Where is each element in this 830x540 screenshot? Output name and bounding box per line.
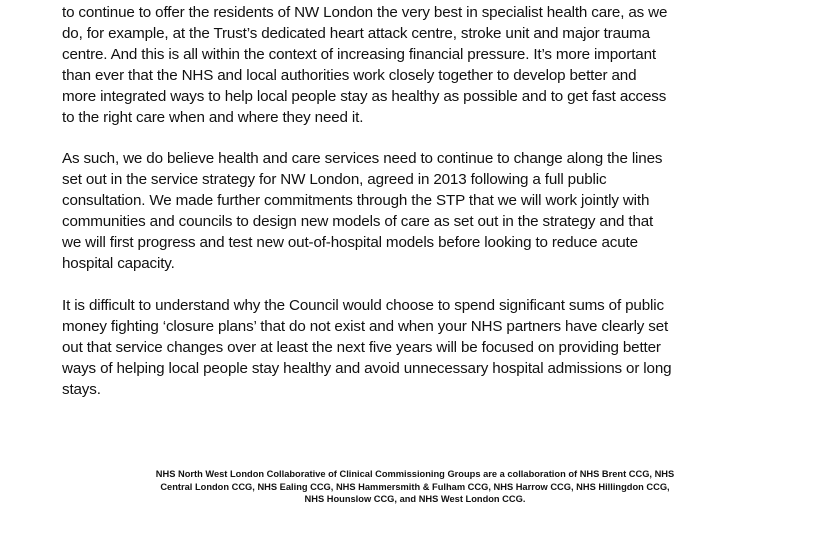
text-line: than ever that the NHS and local authorities work closely together to develop better and xyxy=(62,67,637,84)
text-line: to the right care when and where they need it. xyxy=(62,109,364,126)
text-line: It is difficult to understand why the Council would choose to spend significant sums of public xyxy=(62,297,664,314)
text-line: money fighting ‘closure plans’ that do not exist and when your NHS partners have clearly set xyxy=(62,318,669,335)
paragraph-council-spending xyxy=(62,295,671,400)
text-line: centre. And this is all within the context of increasing financial pressure. It’s more important xyxy=(62,46,656,63)
text-line: we will first progress and test new out-of-hospital models before looking to reduce acute xyxy=(62,234,638,251)
footer-line: Central London CCG, NHS Ealing CCG, NHS Hammersmith & Fulham CCG, NHS Harrow CCG, NHS Hillingdon CCG, xyxy=(160,481,670,492)
text-line: communities and councils to design new models of care as set out in the strategy and that xyxy=(62,213,654,230)
text-line: As such, we do believe health and care services need to continue to change along the lines xyxy=(62,150,663,167)
text-line: consultation. We made further commitments through the STP that we will work jointly with xyxy=(62,192,650,209)
text-line: stays. xyxy=(62,381,101,398)
text-line: set out in the service strategy for NW London, agreed in 2013 following a full public xyxy=(62,171,607,188)
paragraph-service-strategy xyxy=(62,148,662,274)
text-line: ways of helping local people stay healthy and avoid unnecessary hospital admissions or long xyxy=(62,360,672,377)
text-line: out that service changes over at least the next five years will be focused on providing better xyxy=(62,339,661,356)
page-footer xyxy=(0,468,830,506)
text-line: more integrated ways to help local people stay as healthy as possible and to get fast access xyxy=(62,88,667,105)
text-line: do, for example, at the Trust’s dedicated heart attack centre, stroke unit and major trauma xyxy=(62,25,650,42)
text-line: to continue to offer the residents of NW London the very best in specialist health care, as we xyxy=(62,4,668,21)
footer-line: NHS North West London Collaborative of Clinical Commissioning Groups are a collaboration of NHS Brent CCG, NHS xyxy=(155,469,675,479)
paragraph-care-context xyxy=(62,2,667,128)
footer-line: NHS Hounslow CCG, and NHS West London CCG. xyxy=(304,494,526,504)
text-line: hospital capacity. xyxy=(62,255,175,272)
